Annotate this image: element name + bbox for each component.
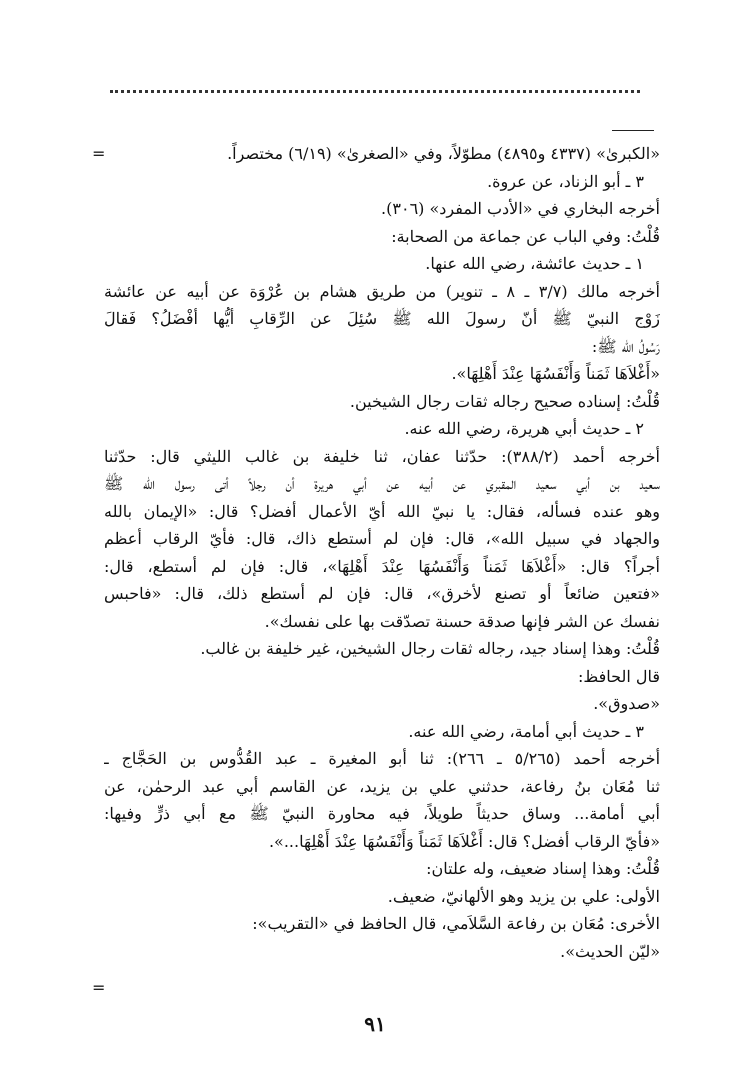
text-line: ثنا مُعَان بنُ رفاعة، حدثني علي بن يزيد، عن القاسم أبي عبد الرحمٰن، عن [104, 776, 660, 796]
text-line: قُلْتُ: وهذا إسناد جيد، رجاله ثقات رجال الشيخين، غير خليفة بن غالب. [200, 639, 660, 658]
text-line: ١ ـ حديث عائشة، رضي الله عنها. [425, 254, 644, 273]
text-line: أخرجه البخاري في «الأدب المفرد» (٣٠٦). [381, 199, 660, 218]
text-line: «الكبرىٰ» (٤٣٣٧ و٤٨٩٥) مطوّلاً، وفي «الصغرىٰ» (٦/١٩) مختصراً. [227, 144, 660, 163]
text-line: قُلْتُ: وهذا إسناد ضعيف، وله علتان: [426, 859, 660, 878]
text-line: ٣ ـ أبو الزناد، عن عروة. [487, 171, 644, 191]
text-line: زَوْج النبيّ ﷺ أنّ رسولَ الله ﷺ سُئِلَ عن الرِّقابِ أيُّها أفْضَلُ؟ فَقالَ [104, 309, 660, 328]
page-number: ٩١ [364, 1012, 386, 1036]
text-line: الأخرى: مُعَان بن رفاعة السَّلاَمي، قال الحافظ في «التقريب»: [252, 914, 660, 933]
text-line: أخرجه مالك (٣/٧ ـ ٨ ـ تنوير) من طريق هشام بن عُرْوَة عن أبيه عن عائشة [104, 281, 660, 301]
text-line: أخرجه أحمد (٥/٢٦٥ ـ ٢٦٦): ثنا أبو المغيرة ـ عبد القُدُّوس بن الحَجَّاج ـ [104, 749, 660, 768]
text-line: وهو عنده فسأله، فقال: يا نبيّ الله أيّ الأعمال أفضل؟ قال: «الإيمان بالله [104, 501, 660, 521]
text-line: «فتعين ضائعاً أو تصنع لأخرق»، قال: فإن لم أستطع ذلك، قال: «فاحبس [104, 584, 660, 603]
text-line: «ليّن الحديث». [560, 941, 660, 961]
text-line: «أَغْلاَهَا ثَمَناً وَأَنْفَسُهَا عِنْدَ أَهْلِهَا». [451, 364, 660, 383]
continuation-marker-top: = [92, 144, 106, 163]
footnote-separator [612, 130, 654, 131]
text-line: «صدوق». [593, 694, 660, 713]
text-line: والجهاد في سبيل الله»، قال: فإن لم أستطع ذاك، قال: فأيّ الرقاب أعظم [104, 529, 660, 548]
continuation-marker-bottom: = [92, 978, 106, 997]
text-line: قُلْتُ: وفي الباب عن جماعة من الصحابة: [391, 226, 660, 246]
text-line: رَسُولُ الله ﷺ: [591, 336, 660, 356]
text-line: «فأيّ الرقاب أفضل؟ قال: أَغْلاَهَا ثَمَناً وَأَنْفَسُهَا عِنْدَ أَهْلِهَا...». [268, 831, 660, 851]
text-line: أجراً؟ قال: «أَغْلاَهَا ثَمَناً وَأَنْفَسُهَا عِنْدَ أَهْلِهَا»، قال: فإن لم أستطع، قال: [104, 556, 660, 576]
text-line: نفسك عن الشر فإنها صدقة حسنة تصدّقت بها على نفسك». [264, 611, 660, 631]
text-line: ٢ ـ حديث أبي هريرة، رضي الله عنه. [404, 419, 644, 438]
text-line: قال الحافظ: [578, 666, 660, 686]
text-line: أخرجه أحمد (٣٨٨/٢): حدّثنا عفان، ثنا خليفة بن غالب الليثي قال: حدّثنا [104, 446, 660, 466]
text-line: سعيد بن أبي سعيد المقبري عن أبيه عن أبي هريرة أن رجلاً أتى رسول الله ﷺ [104, 474, 660, 493]
text-line: أبي أمامة... وساق حديثاً طويلاً، فيه محاورة النبيّ ﷺ مع أبي ذرٍّ وفيها: [104, 804, 660, 823]
text-line: الأولى: علي بن يزيد وهو الألهانيّ، ضعيف. [387, 886, 660, 906]
text-line: ٣ ـ حديث أبي أمامة، رضي الله عنه. [408, 721, 644, 741]
text-line: قُلْتُ: إسناده صحيح رجاله ثقات رجال الشيخين. [349, 391, 660, 411]
footnote-text [104, 140, 660, 990]
header-dotted-rule [110, 90, 640, 93]
